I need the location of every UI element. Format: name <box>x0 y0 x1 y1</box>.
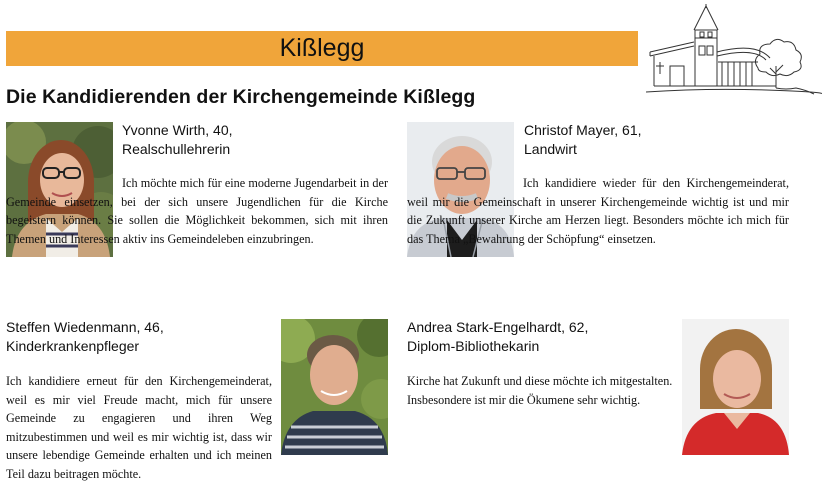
page-headline: Die Kandidierenden der Kirchengemeinde Kißlegg <box>6 86 476 108</box>
town-name: Kißlegg <box>279 34 365 62</box>
candidate-statement-yvonne-wirth: Ich möchte mich für eine moderne Jugendarbeit in der Gemeinde einsetzen, bei der sich unsere Jugendlichen für die Kirche begeistern können. Sie sollen die Möglichkeit bekommen, sich mit ihren Themen und Interessen aktiv ins Gemeindeleben einzubringen. <box>6 176 388 246</box>
candidate-name-andrea-stark-engelhardt <box>407 318 588 356</box>
candidate-photo-steffen-wiedenmann <box>281 319 388 455</box>
candidate-photo-andrea-stark-engelhardt <box>682 319 789 455</box>
candidate-statement-part: Insbesondere ist mir die Ökumene sehr wichtig. <box>407 392 641 407</box>
town-banner <box>6 31 638 66</box>
candidate-statement-andrea-stark-engelhardt <box>407 372 673 409</box>
candidate-name-line: Steffen Wiedenmann, 46, <box>6 319 164 335</box>
candidate-name-yvonne-wirth <box>122 121 233 159</box>
candidate-occupation: Kinderkrankenpfleger <box>6 338 140 354</box>
candidate-name-line: Christof Mayer, 61, <box>524 122 642 138</box>
church-logo <box>646 2 822 100</box>
candidate-name-line: Yvonne Wirth, 40, <box>122 122 233 138</box>
candidate-statement-part: Kirche hat Zukunft und diese möchte ich mitgestalten. <box>407 374 673 388</box>
candidate-statement-christof-mayer: Ich kandidiere wieder für den Kirchengemeinderat, weil mir die Gemeinschaft in unserer Kirchengemeinde wichtig ist und mir die Zukunft unserer Kirche am Herzen liegt. Besonders möchte ich mich für das Thema „Bewahrung der Schöpfung“ einsetzen. <box>407 176 789 246</box>
candidate-occupation: Landwirt <box>524 141 577 157</box>
candidate-occupation: Diplom-Bibliothekarin <box>407 338 540 354</box>
candidate-statement-steffen-wiedenmann: Ich kandidiere erneut für den Kirchengemeinderat, weil es mir viel Freude macht, mich für unsere Gemeinde zu engagieren und ihren Weg mitzubestimmen und weil es mir wichtig ist, dass wir unsere lebendige Gemeinde erhalten und ich meinen Teil dazu beitragen möchte. <box>6 374 272 481</box>
candidate-occupation: Realschullehrerin <box>122 141 231 157</box>
candidate-name-steffen-wiedenmann <box>6 318 164 356</box>
candidate-name-line: Andrea Stark-Engelhardt, 62, <box>407 319 589 335</box>
candidate-name-christof-mayer <box>524 121 642 159</box>
